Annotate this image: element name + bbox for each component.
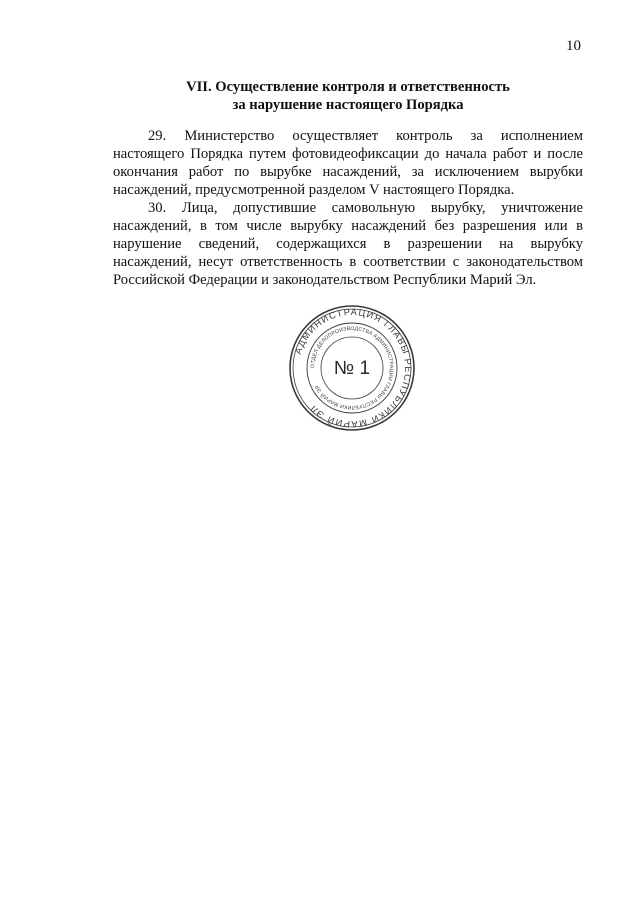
stamp-seal-icon: [287, 303, 417, 433]
official-stamp: [287, 303, 417, 433]
stamp-inner-text: ОТДЕЛ ДЕЛОПРОИЗВОДСТВА АДМИНИСТРАЦИИ ГЛАВЫ РЕСПУБЛИКИ МАРИЙ ЭЛ: [309, 325, 395, 411]
section-heading-line1: VII. Осуществление контроля и ответственность: [186, 79, 510, 95]
stamp-number: № 1: [333, 358, 371, 379]
paragraph-29: 29. Министерство осуществляет контроль за исполнением настоящего Порядка путем фотовидеофиксации до начала работ и после окончания работ по вырубке насаждений, за исключением вырубки насаждений, предусмотренной разделом V настоящего Порядка.: [113, 128, 583, 198]
paragraph-30: 30. Лица, допустившие самовольную вырубку, уничтожение насаждений, в том числе вырубку насаждений без разрешения или в нарушение сведений, содержащихся в разрешении на вырубку насаждений, несут ответственность в соответствии с законодательством Российской Федерации и законодательством Республики Марий Эл.: [113, 200, 583, 288]
body-text: [113, 127, 583, 289]
section-heading: [113, 78, 583, 114]
page-number: 10: [566, 38, 581, 54]
section-heading-line2: за нарушение настоящего Порядка: [232, 97, 464, 113]
stamp-outer-text: АДМИНИСТРАЦИЯ ГЛАВЫ РЕСПУБЛИКИ МАРИЙ ЭЛ: [292, 306, 414, 430]
